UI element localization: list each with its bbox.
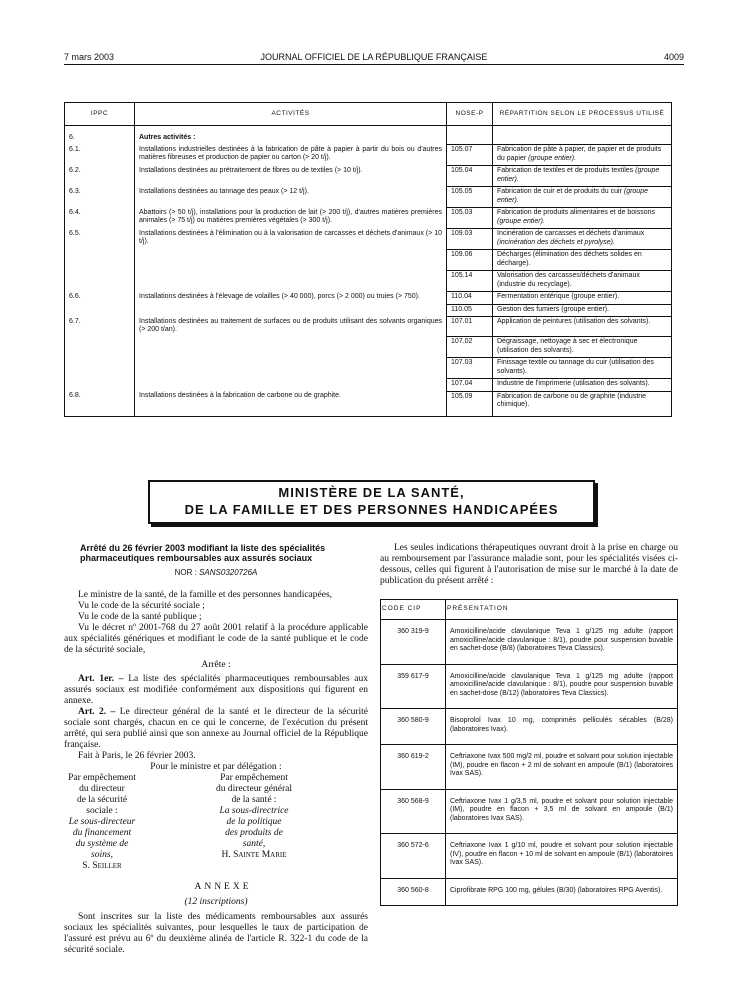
activite-cell-text: Installations industrielles destinées à la fabrication de pâte à papier à partir du bois ou d'autres matières fibreuses et production de papier ou carton (> 20 t/j). bbox=[139, 145, 442, 161]
sig-left-line: de la sécurité sociale : bbox=[76, 795, 128, 816]
ippc-cell bbox=[65, 187, 135, 208]
repartition-cell-text: Décharges (élimination des déchets solides en décharge). bbox=[497, 251, 642, 267]
ippc-cell bbox=[65, 271, 135, 292]
presentation-cell: Amoxicilline/acide clavulanique Teva 1 g/125 mg adulte (rapport amoxicilline/acide clavulanique : 8/1), poudre pour suspension buvable en sachet-dose (B/8) (laboratoires Teva Classics). bbox=[446, 620, 678, 665]
preamble: Le ministre de la santé, de la famille et des personnes handicapées, bbox=[78, 590, 333, 600]
ministry-line-1: MINISTÈRE DE LA SANTÉ, bbox=[278, 485, 465, 500]
nose-cell bbox=[447, 250, 493, 271]
nose-cell-text: 105.07 bbox=[451, 146, 473, 153]
annexe-heading: ANNEXE bbox=[194, 882, 252, 892]
activite-cell-text: Installations destinées au prétraitement de fibres ou de textiles (> 10 t/j). bbox=[139, 166, 363, 174]
repartition-italic: (groupe entier). bbox=[497, 167, 660, 183]
article-1-label: Art. 1er. – bbox=[78, 674, 124, 684]
table-row bbox=[381, 878, 678, 906]
sig-right-line: de la politique bbox=[226, 817, 282, 827]
repartition-cell bbox=[493, 337, 672, 358]
code-cip-cell: 360 560-8 bbox=[381, 878, 446, 906]
ippc-header-row bbox=[65, 103, 672, 126]
nose-cell bbox=[447, 208, 493, 229]
repartition-cell-text: Fabrication de produits alimentaires et de boissons bbox=[497, 209, 655, 216]
table-row bbox=[65, 304, 672, 317]
code-cip-cell: 359 617-9 bbox=[381, 664, 446, 709]
activite-cell bbox=[135, 166, 447, 187]
activite-cell-text: Installations destinées à la fabrication de carbone ou de graphite. bbox=[139, 392, 341, 399]
code-cip-cell: 360 580-9 bbox=[381, 709, 446, 745]
ippc-cell bbox=[65, 358, 135, 379]
nose-cell-text: 107.04 bbox=[451, 380, 473, 387]
nose-cell bbox=[447, 337, 493, 358]
repartition-italic: (groupe entier). bbox=[497, 217, 545, 225]
nose-cell bbox=[447, 292, 493, 305]
activite-cell-text: Autres activités : bbox=[139, 134, 196, 141]
sig-right-name: H. Sainte Marie bbox=[221, 850, 287, 860]
sig-left-line: Le sous-directeur bbox=[68, 817, 136, 827]
activite-cell bbox=[135, 208, 447, 229]
nose-cell-text: 109.03 bbox=[451, 230, 473, 237]
article-2-label: Art. 2. – bbox=[78, 707, 116, 717]
table-row bbox=[381, 789, 678, 834]
repartition-cell-text: Fabrication de carbone ou de graphite (industrie chimique). bbox=[497, 392, 647, 408]
repartition-cell-text: Industrie de l'imprimerie (utilisation des solvants). bbox=[497, 380, 650, 387]
repartition-cell-text: Application de peintures (utilisation des solvants). bbox=[497, 318, 651, 325]
col-header-ippc: IPPC bbox=[65, 103, 135, 126]
ippc-cell-text: 6. bbox=[69, 134, 75, 141]
ippc-cell bbox=[65, 379, 135, 392]
nose-cell bbox=[447, 166, 493, 187]
nose-cell-text: 110.05 bbox=[451, 305, 472, 313]
sig-right-line: Par empêchement bbox=[220, 773, 288, 783]
col-header-presentation: PRÉSENTATION bbox=[446, 600, 678, 620]
repartition-cell-text: Dégraissage, nettoyage à sec et électronique (utilisation des solvants). bbox=[497, 338, 638, 354]
nose-cell-text: 105.14 bbox=[451, 272, 473, 279]
table-row bbox=[65, 271, 672, 292]
activite-cell bbox=[135, 317, 447, 337]
header-date: 7 mars 2003 bbox=[64, 52, 115, 62]
ippc-cell bbox=[65, 166, 135, 187]
nose-cell bbox=[447, 271, 493, 292]
repartition-cell bbox=[493, 126, 672, 145]
nose-cell bbox=[447, 304, 493, 317]
sig-right-line: du directeur général de la santé : bbox=[216, 784, 292, 805]
repartition-italic: (groupe entier). bbox=[528, 154, 577, 162]
table-row bbox=[65, 292, 672, 305]
nose-cell-text: 107.02 bbox=[451, 338, 473, 345]
table-row bbox=[65, 187, 672, 208]
table-row bbox=[65, 317, 672, 337]
nose-cell-text: 107.01 bbox=[451, 318, 473, 325]
repartition-cell bbox=[493, 379, 672, 392]
ippc-cell bbox=[65, 208, 135, 229]
repartition-cell-text: Valorisation des carcasses/déchets d'animaux (industrie du recyclage). bbox=[497, 272, 640, 288]
visa-3: Vu le décret nº 2001-768 du 27 août 2001 relatif à la procédure applicable aux spécialités génériques et modifiant le code de la santé publique et le code de la sécurité sociale, bbox=[64, 623, 368, 655]
repartition-cell bbox=[493, 391, 672, 416]
nose-cell bbox=[447, 391, 493, 416]
arrete-word: Arrête : bbox=[201, 660, 231, 670]
repartition-cell bbox=[493, 304, 672, 317]
ippc-cell bbox=[65, 229, 135, 250]
cip-table bbox=[380, 599, 678, 906]
code-cip-cell: 360 319-9 bbox=[381, 620, 446, 665]
repartition-cell-text: Gestion des fumiers (groupe entier). bbox=[497, 305, 610, 313]
repartition-cell-text: Fabrication de pâte à papier, de papier et de produits du papier bbox=[497, 146, 662, 162]
ippc-cell bbox=[65, 304, 135, 317]
signature-right bbox=[216, 773, 368, 872]
activite-cell-text: Installations destinées à l'élevage de volailles (> 40 000), porcs (> 2 000) ou truies (> 750). bbox=[139, 292, 420, 300]
table-row bbox=[65, 358, 672, 379]
nose-cell bbox=[447, 229, 493, 250]
article-2-text: Le directeur général de la santé et le directeur de la sécurité sociale sont chargés, chacun en ce qui le concerne, de l'exécution du présent arrêté, qui sera publié ainsi que son annexe au Journal officiel de la République française. bbox=[64, 707, 368, 750]
ministry-box bbox=[148, 480, 595, 524]
ippc-cell-text: 6.1. bbox=[69, 145, 81, 153]
table-row bbox=[65, 391, 672, 416]
repartition-cell bbox=[493, 208, 672, 229]
sig-left-line: du système de soins, bbox=[75, 839, 129, 860]
sig-left-line: Par empêchement du directeur bbox=[68, 773, 136, 794]
presentation-cell: Bisoprolol Ivax 10 mg, comprimés pelliculés sécables (B/28) (laboratoires Ivax). bbox=[446, 709, 678, 745]
ippc-table bbox=[64, 102, 672, 417]
article-1 bbox=[64, 674, 368, 707]
table-row bbox=[381, 834, 678, 879]
table-row bbox=[381, 745, 678, 790]
col-header-activites: ACTIVITÉS bbox=[135, 103, 447, 126]
presentation-cell: Ceftriaxone Ivax 1 g/10 ml, poudre et solvant pour solution injectable (IV), poudre en flacon + 10 ml de solvant en ampoule (B/1) (laboratoires Ivax SAS). bbox=[446, 834, 678, 879]
indications-paragraph: Les seules indications thérapeutiques ouvrant droit à la prise en charge ou au remboursement par l'assurance maladie sont, pour les spécialités visées ci-dessous, celles qui figurent à l'autorisation de mise sur le marché à la date de publication du présent arrêté : bbox=[380, 543, 678, 586]
ippc-cell-text: 6.4. bbox=[69, 208, 81, 216]
nose-cell bbox=[447, 187, 493, 208]
activite-cell bbox=[135, 304, 447, 317]
repartition-cell bbox=[493, 358, 672, 379]
right-column bbox=[380, 543, 678, 906]
repartition-italic: (groupe entier). bbox=[497, 188, 648, 204]
nose-cell bbox=[447, 126, 493, 145]
visa-2: Vu le code de la santé publique ; bbox=[78, 612, 202, 622]
article-1-text: La liste des spécialités pharmaceutiques remboursables aux assurés sociaux est modifiée conformément aux dispositions qui figurent en annexe. bbox=[64, 674, 368, 706]
annexe-paragraph: Sont inscrites sur la liste des médicaments remboursables aux assurés sociaux les spécialités suivantes, pour lesquelles le taux de participation de l'assuré est prévu au 6º du deuxième alinéa de l'article R. 322-1 du code de la sécurité sociale. bbox=[64, 912, 368, 955]
activite-cell bbox=[135, 187, 447, 208]
nose-cell-text: 107.03 bbox=[451, 359, 473, 366]
arrete-title: Arrêté du 26 février 2003 modifiant la liste des spécialités pharmaceutiques remboursables aux assurés sociaux bbox=[80, 543, 326, 563]
nose-cell bbox=[447, 379, 493, 392]
delegation-line: Pour le ministre et par délégation : bbox=[150, 762, 282, 772]
activite-cell bbox=[135, 271, 447, 292]
presentation-cell: Ceftriaxone Ivax 500 mg/2 ml, poudre et solvant pour solution injectable (IM), poudre en flacon + 2 ml de solvant en ampoule (B/1) (laboratoires Ivax SAS). bbox=[446, 745, 678, 790]
repartition-cell bbox=[493, 292, 672, 305]
ippc-cell-text: 6.7. bbox=[69, 317, 81, 325]
nose-cell bbox=[447, 317, 493, 337]
repartition-italic: (incinération des déchets et pyrolyse). bbox=[497, 238, 615, 246]
activite-cell bbox=[135, 358, 447, 379]
nose-cell-text: 109.06 bbox=[451, 251, 473, 258]
header-rule bbox=[64, 64, 684, 65]
nor-line bbox=[64, 567, 368, 578]
nose-cell-text: 105.09 bbox=[451, 392, 473, 400]
cip-header-row bbox=[381, 600, 678, 620]
ippc-cell bbox=[65, 337, 135, 358]
nose-cell bbox=[447, 145, 493, 166]
nor-code: SANS0320726A bbox=[199, 568, 258, 577]
table-row bbox=[65, 379, 672, 392]
signature-left bbox=[64, 773, 216, 872]
table-row bbox=[381, 620, 678, 665]
header-journal: JOURNAL OFFICIEL DE LA RÉPUBLIQUE FRANÇAISE bbox=[260, 52, 488, 62]
left-column bbox=[64, 543, 368, 956]
sig-right-line: des produits de santé, bbox=[225, 828, 283, 849]
table-row bbox=[381, 709, 678, 745]
activite-cell-text: Installations destinées au traitement de surfaces ou de produits utilisant des solvants organiques (> 200 t/an). bbox=[139, 317, 442, 333]
repartition-cell bbox=[493, 166, 672, 187]
repartition-cell-text: Fabrication de textiles et de produits textiles bbox=[497, 167, 634, 174]
nose-cell-text: 110.04 bbox=[451, 293, 472, 300]
activite-cell bbox=[135, 250, 447, 271]
sig-right-line: La sous-directrice bbox=[219, 806, 289, 816]
table-row bbox=[381, 664, 678, 709]
table-row bbox=[65, 126, 672, 145]
presentation-cell: Ciprofibrate RPG 100 mg, gélules (B/30) (laboratoires RPG Aventis). bbox=[446, 878, 678, 906]
table-row bbox=[65, 208, 672, 229]
repartition-cell bbox=[493, 229, 672, 250]
activite-cell bbox=[135, 391, 447, 416]
inscriptions-count: (12 inscriptions) bbox=[184, 897, 248, 907]
nose-cell-text: 105.03 bbox=[451, 209, 473, 216]
col-header-code-cip: CODE CIP bbox=[381, 600, 446, 620]
nose-cell-text: 105.05 bbox=[451, 188, 473, 195]
ippc-cell-text: 6.5. bbox=[69, 229, 81, 237]
code-cip-cell: 360 568-9 bbox=[381, 789, 446, 834]
activite-cell-text: Abattoirs (> 50 t/j), installations pour la production de lait (> 200 t/j), d'autres matières premières animales (> 75 t/j) ou matières premières végétales (> 300 t/j). bbox=[139, 208, 442, 224]
table-row bbox=[65, 145, 672, 166]
fait-line: Fait à Paris, le 26 février 2003. bbox=[78, 751, 196, 761]
repartition-cell bbox=[493, 250, 672, 271]
ippc-cell-text: 6.8. bbox=[69, 392, 81, 399]
ippc-cell-text: 6.6. bbox=[69, 292, 81, 300]
ippc-cell bbox=[65, 250, 135, 271]
repartition-cell-text: Fermentation entérique (groupe entier). bbox=[497, 293, 620, 300]
activite-cell bbox=[135, 292, 447, 305]
nose-cell-text: 105.04 bbox=[451, 167, 473, 174]
ippc-cell bbox=[65, 126, 135, 145]
presentation-cell: Amoxicilline/acide clavulanique Teva 1 g/125 mg adulte (rapport amoxicilline/acide clavulanique : 8/1), poudre pour suspension buvable en sachet-dose (B/12) (laboratoires Teva Classics). bbox=[446, 664, 678, 709]
ippc-cell bbox=[65, 145, 135, 166]
repartition-cell-text: Fabrication de cuir et de produits du cuir bbox=[497, 188, 622, 195]
activite-cell bbox=[135, 145, 447, 166]
table-row bbox=[65, 229, 672, 250]
nor-label: NOR : bbox=[174, 568, 197, 577]
signatures bbox=[64, 773, 368, 872]
header-page-number: 4009 bbox=[663, 52, 684, 62]
repartition-cell bbox=[493, 145, 672, 166]
repartition-cell-text: Incinération de carcasses et déchets d'animaux bbox=[497, 230, 645, 237]
sig-left-name: S. Seiller bbox=[82, 861, 122, 871]
col-header-repartition: RÉPARTITION SELON LE PROCESSUS UTILISÉ bbox=[493, 103, 672, 126]
ippc-cell bbox=[65, 391, 135, 416]
activite-cell bbox=[135, 337, 447, 358]
repartition-cell bbox=[493, 187, 672, 208]
ippc-cell bbox=[65, 292, 135, 305]
table-row bbox=[65, 250, 672, 271]
nose-cell bbox=[447, 358, 493, 379]
repartition-cell bbox=[493, 271, 672, 292]
activite-cell bbox=[135, 379, 447, 392]
table-row bbox=[65, 166, 672, 187]
ippc-cell bbox=[65, 317, 135, 337]
article-2 bbox=[64, 707, 368, 751]
ministry-line-2: DE LA FAMILLE ET DES PERSONNES HANDICAPÉES bbox=[184, 502, 559, 517]
col-header-nose: NOSE-P bbox=[447, 103, 493, 126]
code-cip-cell: 360 572-6 bbox=[381, 834, 446, 879]
activite-cell bbox=[135, 126, 447, 145]
ippc-cell-text: 6.3. bbox=[69, 187, 81, 195]
table-row bbox=[65, 337, 672, 358]
repartition-cell-text: Finissage textile ou tannage du cuir (utilisation des solvants). bbox=[497, 359, 654, 375]
activite-cell bbox=[135, 229, 447, 250]
presentation-cell: Ceftriaxone Ivax 1 g/3,5 ml, poudre et solvant pour solution injectable (IM), poudre en flacon + 3,5 ml de solvant en ampoule (B/1) (laboratoires Ivax SAS). bbox=[446, 789, 678, 834]
code-cip-cell: 360 619-2 bbox=[381, 745, 446, 790]
activite-cell-text: Installations destinées à l'élimination ou à la valorisation de carcasses et déchets d'animaux (> 10 t/j). bbox=[139, 229, 442, 245]
visa-1: Vu le code de la sécurité sociale ; bbox=[78, 601, 205, 611]
sig-left-line: du financement bbox=[72, 828, 132, 838]
activite-cell-text: Installations destinées au tannage des peaux (> 12 t/j). bbox=[139, 187, 309, 195]
ippc-cell-text: 6.2. bbox=[69, 166, 81, 174]
repartition-cell bbox=[493, 317, 672, 337]
